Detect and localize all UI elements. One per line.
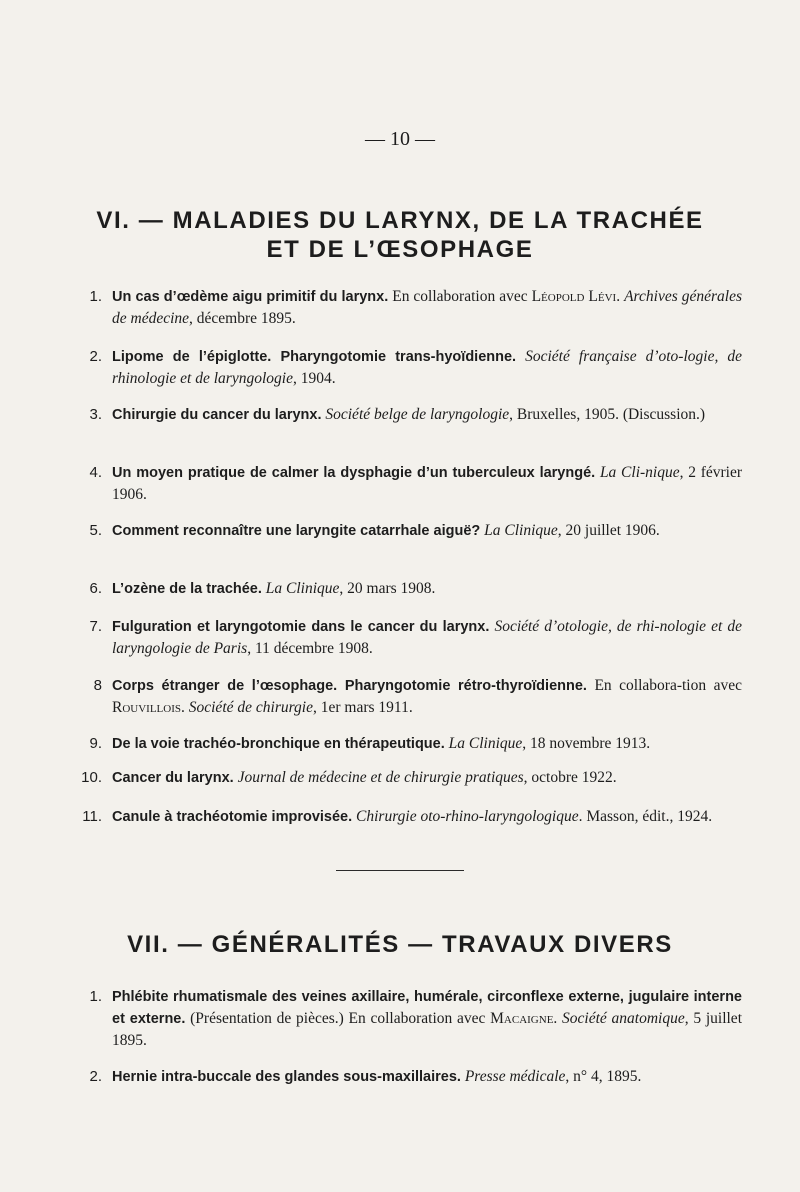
entry-number: 6. [89,580,102,597]
bibliography-entry [82,806,742,828]
entry-text: En collabora-tion avec [586,677,742,694]
entry-journal: Chirurgie oto-rhino-laryngologique [356,808,579,825]
entry-text: En collaboration avec [388,288,532,305]
entry-number: 4. [89,464,102,481]
page-number: — 10 — [365,128,435,150]
entry-detail: , 1er mars 1911. [313,699,413,716]
entry-journal: La Clinique [484,522,558,539]
entry-detail: , 20 juillet 1906. [557,522,660,539]
entry-author: Léopold Lévi [531,288,617,305]
entry-title: Canule à trachéotomie improvisée. [112,809,353,825]
entry-title: Lipome de l’épiglotte. Pharyngotomie trans-hyoïdienne. [112,349,517,365]
bibliography-entry [89,404,742,426]
entry-journal: La Cli-nique [599,464,680,481]
entry-text: . [553,1010,563,1027]
bibliography-entry [89,986,742,1051]
entry-journal: Société belge de laryngologie [325,406,510,423]
entry-author: Rouvillois [112,699,181,716]
entry-detail: , décembre 1895. [189,310,296,327]
entry-number: 8 [93,677,102,694]
entry-title: Fulguration et laryngotomie dans le cancer du larynx. [112,619,490,635]
entry-detail: , n° 4, 1895. [565,1068,642,1085]
bibliography-entry [93,675,742,718]
entry-title: Phlébite rhumatismale des veines axillaire, humérale, circonflexe externe, jugulaire interne et externe. [112,989,742,1027]
entry-text: (Présentation de pièces.) En collaboration avec [185,1010,491,1027]
entry-author: Macaigne [490,1010,554,1027]
entry-title: Chirurgie du cancer du larynx. [112,407,322,423]
bibliography-entry [81,767,742,789]
entry-journal: La Clinique [448,735,523,752]
entry-number: 11. [82,808,102,825]
entry-number: 3. [89,406,102,423]
bibliography-entry [89,286,742,329]
section-title-line-1: VI. — MALADIES DU LARYNX, DE LA TRACHÉE [96,207,704,234]
bibliography-entry [89,578,742,600]
entry-number: 10. [81,769,102,786]
entry-journal: Société anatomique [562,1010,685,1027]
entry-journal: La Clinique [265,580,340,597]
entry-title: Hernie intra-buccale des glandes sous-maxillaires. [112,1069,461,1085]
entry-detail: , octobre 1922. [523,769,617,786]
entry-title: L’ozène de la trachée. [112,581,262,597]
entry-number: 1. [89,288,102,305]
entry-title: De la voie trachéo-bronchique en thérapeutique. [112,736,445,752]
entry-title: Un moyen pratique de calmer la dysphagie d’un tuberculeux laryngé. [112,465,596,481]
entry-text: . [616,288,621,305]
entry-title: Comment reconnaître une laryngite catarrhale aiguë? [112,523,481,539]
entry-number: 5. [89,522,102,539]
entry-journal: Société de chirurgie [188,699,313,716]
entry-detail: , Bruxelles, 1905. (Discussion.) [509,406,706,423]
entry-number: 2. [89,1068,102,1085]
entry-detail: , 2 février 1906. [112,464,743,503]
bibliography-entry [89,616,743,659]
entry-number: 1. [89,988,102,1005]
entry-title: Corps étranger de l’œsophage. Pharyngotomie rétro-thyroïdienne. [112,678,587,694]
entry-detail: , 18 novembre 1913. [522,735,651,752]
bibliography-entry [89,1066,742,1088]
entry-journal: Presse médicale [464,1068,566,1085]
entry-title: Un cas d’œdème aigu primitif du larynx. [112,289,389,305]
entry-text: . [181,699,189,716]
entry-journal: Archives générales de médecine [112,288,742,327]
entry-journal: Journal de médecine et de chirurgie pratiques [237,769,524,786]
entry-journal: Société d’otologie, de rhi-nologie et de laryngologie de Paris [112,618,743,657]
entry-detail: , 20 mars 1908. [339,580,436,597]
section-divider [336,870,464,871]
entry-detail: . Masson, édit., 1924. [578,808,713,825]
bibliography-entry [89,733,742,755]
entry-detail: , 1904. [292,370,336,387]
bibliography-entry [89,462,743,505]
entry-number: 7. [89,618,102,635]
section-title-line-2: ET DE L’ŒSOPHAGE [266,236,534,263]
entry-number: 2. [89,348,102,365]
entry-journal: Société française d’oto-logie, de rhinologie et de laryngologie [112,348,742,387]
bibliography-entry [89,520,742,542]
bibliography-entry [89,346,742,389]
entry-title: Cancer du larynx. [112,770,234,786]
section-title-generalites: VII. — GÉNÉRALITÉS — TRAVAUX DIVERS [127,931,673,958]
entry-detail: , 11 décembre 1908. [247,640,373,657]
entry-detail: , 5 juillet 1895. [112,1010,742,1049]
section-title-maladies-larynx [60,206,740,264]
entry-number: 9. [89,735,102,752]
